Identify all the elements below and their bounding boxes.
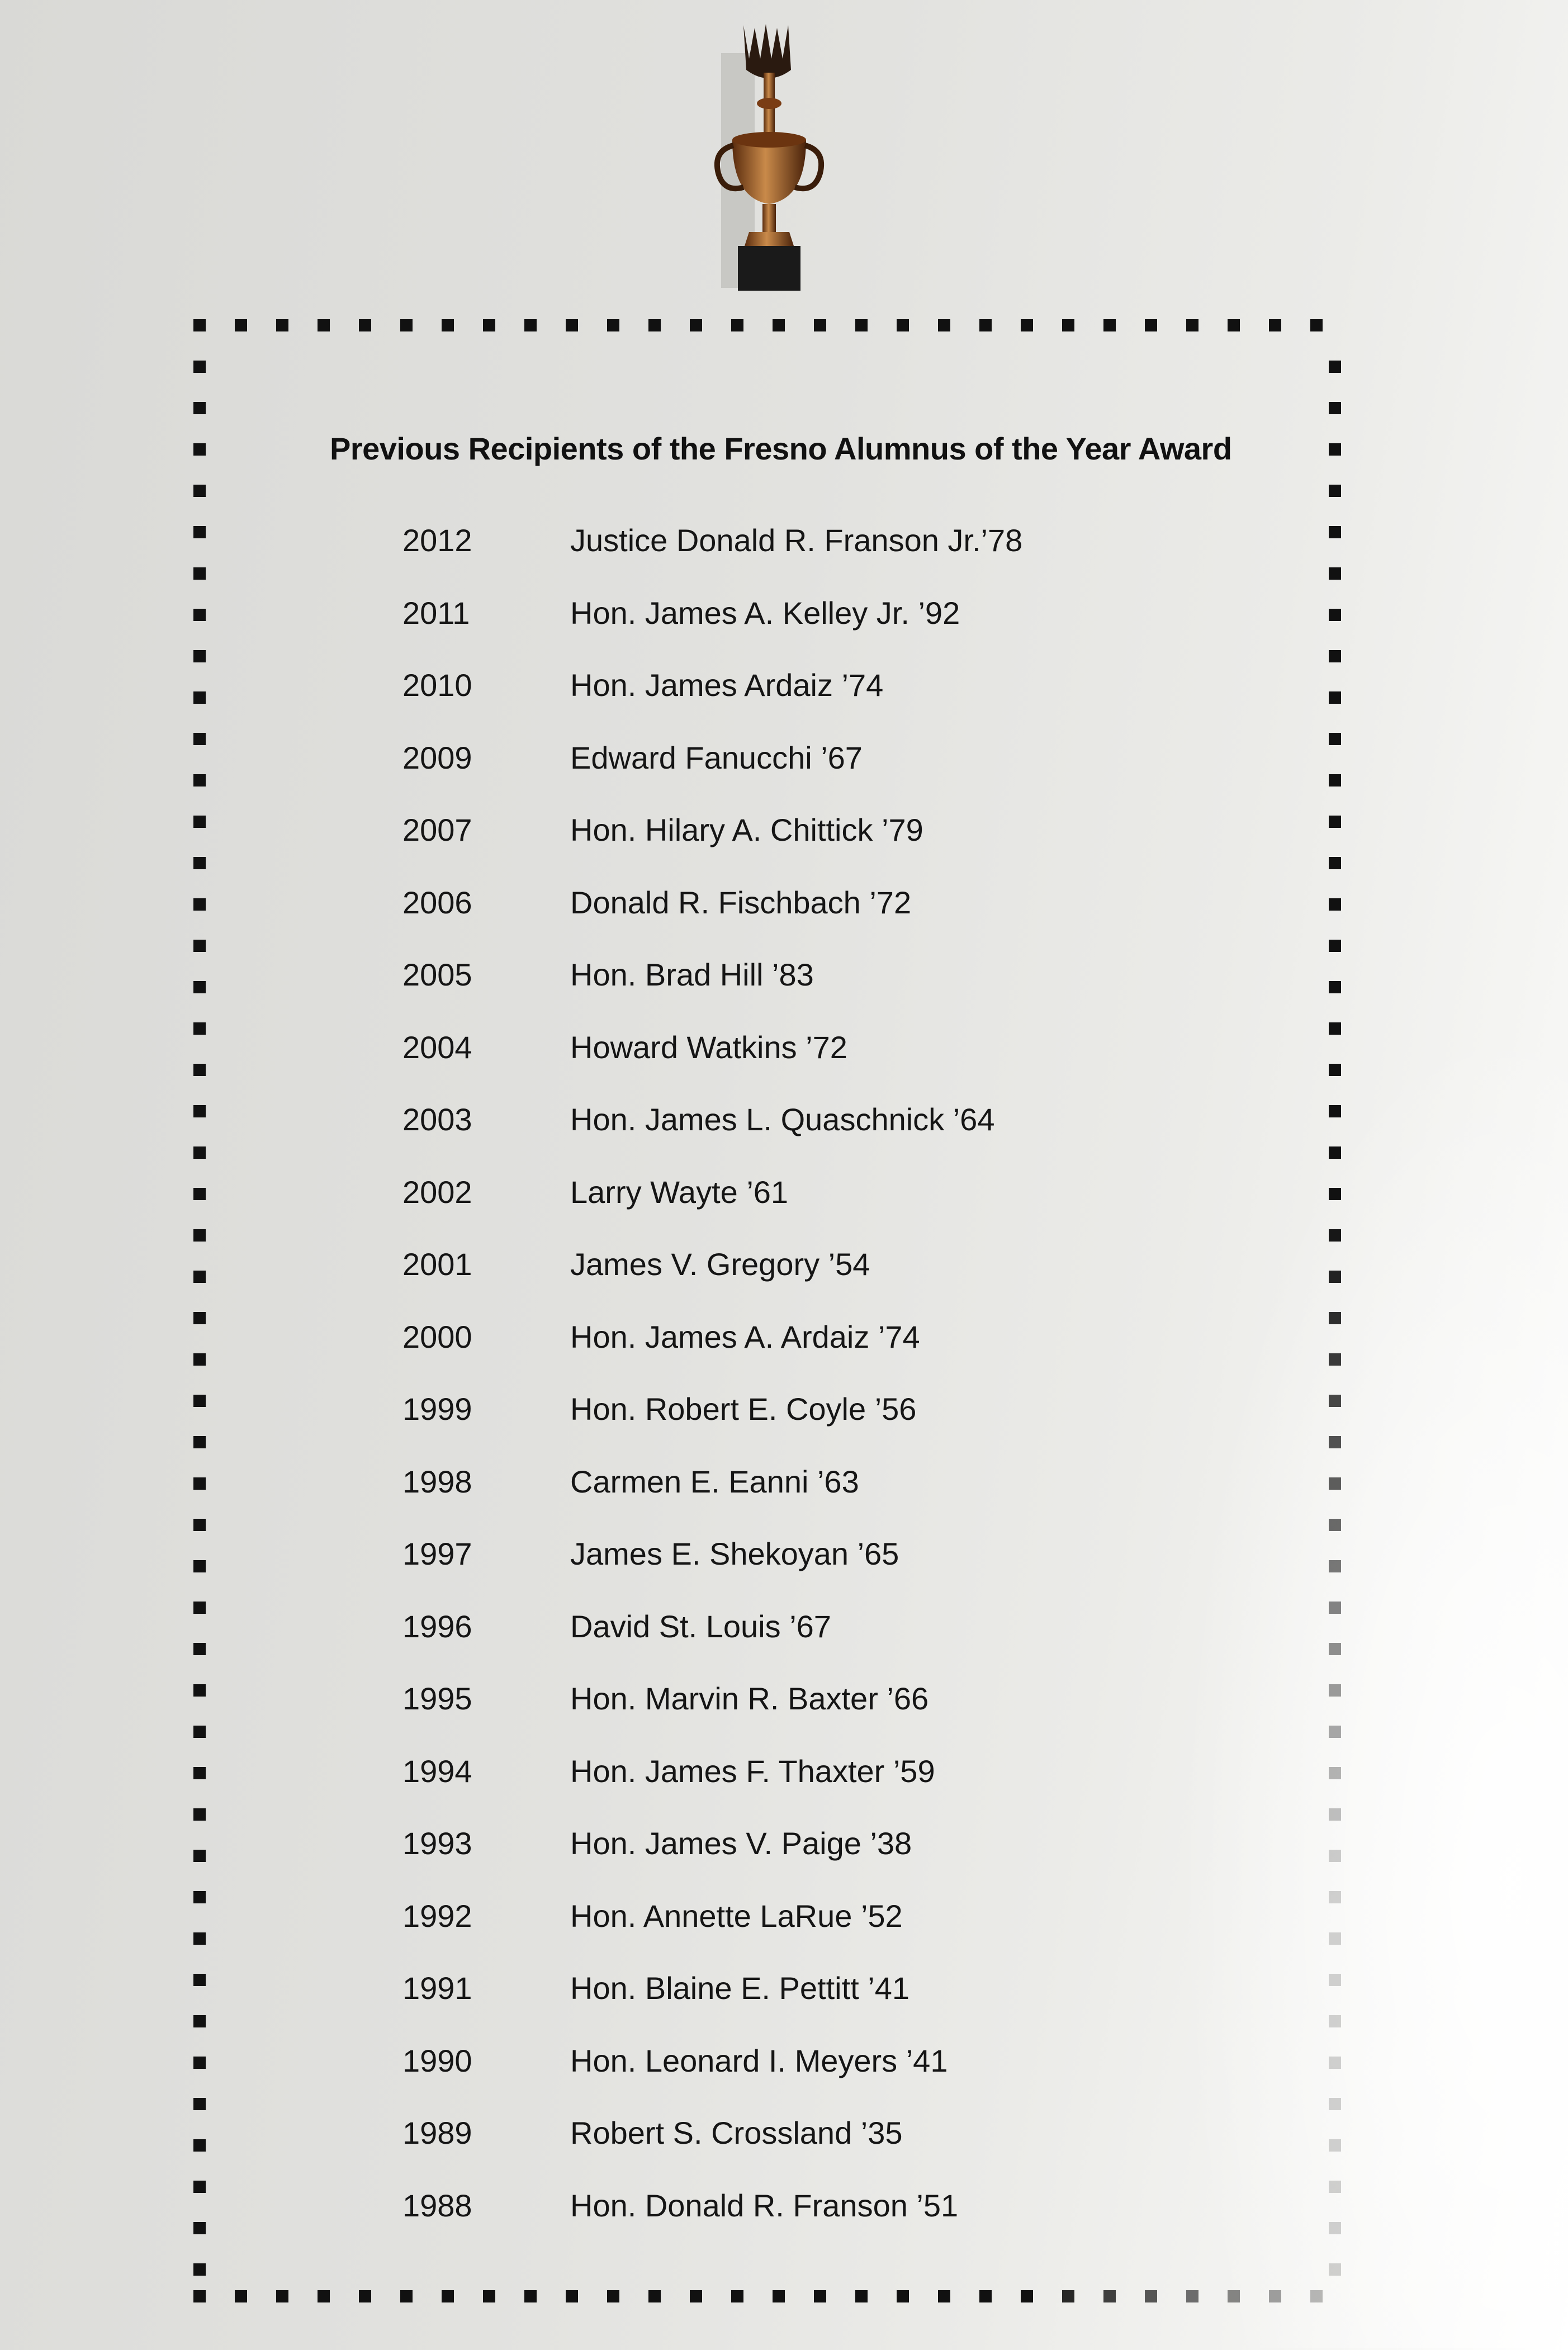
border-dot xyxy=(193,981,206,993)
border-dot xyxy=(1329,1312,1341,1324)
border-dot xyxy=(1329,981,1341,993)
border-dot xyxy=(1310,2290,1323,2302)
border-dot xyxy=(193,2139,206,2152)
recipient-year: 1994 xyxy=(402,1753,472,1789)
border-dot xyxy=(193,1850,206,1862)
list-item xyxy=(402,1662,1241,1735)
border-dot xyxy=(1329,1477,1341,1490)
border-dot xyxy=(1310,319,1323,331)
recipient-name: Hon. Blaine E. Pettitt ’41 xyxy=(570,1970,910,2006)
recipient-year: 2009 xyxy=(402,740,472,775)
border-dot xyxy=(276,2290,288,2302)
border-dot xyxy=(1329,361,1341,373)
border-dot xyxy=(979,2290,992,2302)
recipient-year: 1999 xyxy=(402,1391,472,1427)
border-dot xyxy=(1021,2290,1033,2302)
recipient-name: Hon. Marvin R. Baxter ’66 xyxy=(570,1681,929,1717)
list-item xyxy=(402,504,1241,577)
border-dot xyxy=(1329,1229,1341,1242)
recipient-year: 2005 xyxy=(402,957,472,993)
border-dot xyxy=(193,650,206,662)
recipient-name: Hon. Hilary A. Chittick ’79 xyxy=(570,812,923,848)
document-title: Previous Recipients of the Fresno Alumnus of the Year Award xyxy=(330,431,1232,466)
border-dot xyxy=(193,898,206,911)
border-dot xyxy=(1329,1643,1341,1655)
border-dot xyxy=(607,2290,619,2302)
border-dot xyxy=(979,319,992,331)
border-dot xyxy=(1329,2098,1341,2110)
border-dot xyxy=(731,2290,743,2302)
border-dot xyxy=(193,940,206,952)
recipient-year: 2004 xyxy=(402,1029,472,1065)
border-dot xyxy=(1269,319,1281,331)
border-dot xyxy=(1329,402,1341,414)
recipient-year: 1996 xyxy=(402,1608,472,1644)
border-dot xyxy=(1329,1684,1341,1697)
recipient-name: Howard Watkins ’72 xyxy=(570,1029,847,1065)
border-dot xyxy=(193,1891,206,1903)
border-dot xyxy=(1329,1146,1341,1159)
border-dot xyxy=(1228,319,1240,331)
border-dot xyxy=(193,1146,206,1159)
recipient-year: 2002 xyxy=(402,1174,472,1210)
border-dot xyxy=(1329,2263,1341,2276)
list-item xyxy=(402,2025,1241,2097)
border-dot xyxy=(938,2290,950,2302)
list-item xyxy=(402,1446,1241,1518)
border-dot xyxy=(1329,1064,1341,1076)
border-dot xyxy=(193,1312,206,1324)
recipient-year: 1989 xyxy=(402,2115,472,2151)
border-dot xyxy=(193,1684,206,1697)
border-dot xyxy=(359,2290,371,2302)
border-dot xyxy=(1329,691,1341,704)
list-item xyxy=(402,939,1241,1011)
recipient-name: Hon. James F. Thaxter ’59 xyxy=(570,1753,935,1789)
border-dot xyxy=(193,2057,206,2069)
border-dot xyxy=(1329,1105,1341,1117)
recipient-list xyxy=(402,504,1241,2242)
border-dot xyxy=(1329,609,1341,621)
list-item xyxy=(402,1735,1241,1808)
border-dot xyxy=(855,319,868,331)
trophy-icon xyxy=(710,20,827,293)
recipient-name: Justice Donald R. Franson Jr.’78 xyxy=(570,523,1023,558)
border-dot xyxy=(1329,1271,1341,1283)
recipient-name: Hon. James A. Ardaiz ’74 xyxy=(570,1319,920,1354)
border-dot xyxy=(1329,2015,1341,2027)
border-dot xyxy=(1329,1395,1341,1407)
recipient-name: Carmen E. Eanni ’63 xyxy=(570,1463,859,1499)
recipient-name: Hon. Donald R. Franson ’51 xyxy=(570,2187,959,2223)
recipient-year: 1997 xyxy=(402,1536,472,1572)
border-dot xyxy=(1329,1519,1341,1531)
recipient-name: Hon. James Ardaiz ’74 xyxy=(570,667,884,703)
list-item xyxy=(402,649,1241,722)
border-dot xyxy=(1186,319,1198,331)
border-dot xyxy=(1329,567,1341,580)
recipient-year: 2003 xyxy=(402,1102,472,1138)
list-item xyxy=(402,794,1241,866)
border-dot xyxy=(483,319,495,331)
border-dot xyxy=(193,1974,206,1986)
list-item xyxy=(402,1518,1241,1590)
border-dot xyxy=(483,2290,495,2302)
recipient-name: James V. Gregory ’54 xyxy=(570,1247,870,1282)
border-dot xyxy=(1329,1560,1341,1572)
border-dot xyxy=(193,609,206,621)
border-dot xyxy=(193,319,206,331)
list-item xyxy=(402,1373,1241,1446)
border-dot xyxy=(1145,319,1157,331)
recipient-year: 1993 xyxy=(402,1826,472,1861)
list-item xyxy=(402,2169,1241,2242)
border-dot xyxy=(524,319,537,331)
list-item xyxy=(402,1301,1241,1373)
border-dot xyxy=(1103,319,1116,331)
border-dot xyxy=(1329,1726,1341,1738)
border-dot xyxy=(193,1395,206,1407)
award-list-panel xyxy=(190,316,1344,2306)
border-dot xyxy=(1329,1850,1341,1862)
recipient-name: David St. Louis ’67 xyxy=(570,1608,831,1644)
border-dot xyxy=(193,1105,206,1117)
border-dot xyxy=(400,319,413,331)
border-dot xyxy=(193,2181,206,2193)
recipient-year: 2010 xyxy=(402,667,472,703)
border-dot xyxy=(566,319,578,331)
border-dot xyxy=(193,1519,206,1531)
border-dot xyxy=(1103,2290,1116,2302)
recipient-year: 1998 xyxy=(402,1463,472,1499)
border-dot xyxy=(1329,1022,1341,1035)
border-dot xyxy=(1329,1188,1341,1200)
border-dot xyxy=(1329,2139,1341,2152)
border-dot xyxy=(193,1726,206,1738)
list-item xyxy=(402,1083,1241,1156)
recipient-year: 1988 xyxy=(402,2187,472,2223)
border-dot xyxy=(1329,1602,1341,1614)
border-dot xyxy=(814,319,826,331)
border-dot xyxy=(400,2290,413,2302)
border-dot xyxy=(193,361,206,373)
border-dot xyxy=(731,319,743,331)
recipient-year: 2000 xyxy=(402,1319,472,1354)
recipient-name: Robert S. Crossland ’35 xyxy=(570,2115,903,2151)
border-dot xyxy=(1062,319,1074,331)
border-dot xyxy=(193,1271,206,1283)
border-dot xyxy=(1329,857,1341,869)
recipient-name: Larry Wayte ’61 xyxy=(570,1174,789,1210)
border-dot xyxy=(897,2290,909,2302)
border-dot xyxy=(1062,2290,1074,2302)
border-dot xyxy=(938,319,950,331)
border-dot xyxy=(193,402,206,414)
border-dot xyxy=(897,319,909,331)
border-dot xyxy=(1186,2290,1198,2302)
border-dot xyxy=(1329,774,1341,787)
list-item xyxy=(402,722,1241,794)
list-item xyxy=(402,1590,1241,1663)
border-dot xyxy=(1329,2181,1341,2193)
recipient-year: 2011 xyxy=(402,595,470,631)
recipient-name: Hon. James A. Kelley Jr. ’92 xyxy=(570,595,960,631)
border-dot xyxy=(193,1932,206,1945)
border-dot xyxy=(193,1436,206,1448)
recipient-year: 1990 xyxy=(402,2043,472,2078)
border-dot xyxy=(193,1602,206,1614)
border-dot xyxy=(1329,1808,1341,1821)
recipient-year: 2012 xyxy=(402,523,472,558)
recipient-name: Donald R. Fischbach ’72 xyxy=(570,884,912,920)
list-item xyxy=(402,1880,1241,1953)
border-dot xyxy=(855,2290,868,2302)
recipient-name: Hon. Leonard I. Meyers ’41 xyxy=(570,2043,948,2078)
border-dot xyxy=(193,443,206,456)
recipient-name: Hon. James L. Quaschnick ’64 xyxy=(570,1102,995,1138)
border-dot xyxy=(193,816,206,828)
border-dot xyxy=(1329,650,1341,662)
border-dot xyxy=(318,2290,330,2302)
list-item xyxy=(402,866,1241,939)
border-dot xyxy=(193,1022,206,1035)
border-dot xyxy=(1228,2290,1240,2302)
border-dot xyxy=(193,2222,206,2234)
border-dot xyxy=(1329,2057,1341,2069)
recipient-name: Hon. Annette LaRue ’52 xyxy=(570,1898,903,1934)
border-dot xyxy=(648,2290,661,2302)
border-dot xyxy=(193,733,206,745)
border-dot xyxy=(1329,1932,1341,1945)
border-dot xyxy=(193,2098,206,2110)
border-dot xyxy=(193,1229,206,1242)
recipient-year: 1995 xyxy=(402,1681,472,1717)
recipient-name: Hon. Brad Hill ’83 xyxy=(570,957,814,993)
border-dot xyxy=(235,319,247,331)
border-dot xyxy=(193,774,206,787)
border-dot xyxy=(359,319,371,331)
border-dot xyxy=(318,319,330,331)
list-item xyxy=(402,1011,1241,1084)
border-dot xyxy=(814,2290,826,2302)
border-dot xyxy=(1329,1974,1341,1986)
list-item xyxy=(402,577,1241,650)
border-dot xyxy=(648,319,661,331)
border-dot xyxy=(1329,443,1341,456)
border-dot xyxy=(193,2290,206,2302)
border-dot xyxy=(193,1560,206,1572)
border-dot xyxy=(193,567,206,580)
recipient-name: James E. Shekoyan ’65 xyxy=(570,1536,899,1572)
border-dot xyxy=(193,1643,206,1655)
border-dot xyxy=(773,319,785,331)
border-dot xyxy=(1021,319,1033,331)
border-dot xyxy=(235,2290,247,2302)
border-dot xyxy=(193,1188,206,1200)
list-item xyxy=(402,2097,1241,2169)
recipient-year: 2001 xyxy=(402,1247,472,1282)
border-dot xyxy=(1329,2222,1341,2234)
border-dot xyxy=(1329,485,1341,497)
border-dot xyxy=(524,2290,537,2302)
border-dot xyxy=(1329,816,1341,828)
border-dot xyxy=(193,1353,206,1366)
list-item xyxy=(402,1807,1241,1880)
border-dot xyxy=(690,2290,702,2302)
border-dot xyxy=(193,691,206,704)
border-dot xyxy=(276,319,288,331)
border-dot xyxy=(1329,733,1341,745)
border-dot xyxy=(193,2015,206,2027)
border-dot xyxy=(607,319,619,331)
recipient-year: 2007 xyxy=(402,812,472,848)
recipient-year: 1992 xyxy=(402,1898,472,1934)
recipient-year: 1991 xyxy=(402,1970,472,2006)
border-dot xyxy=(773,2290,785,2302)
border-dot xyxy=(566,2290,578,2302)
recipient-name: Hon. Robert E. Coyle ’56 xyxy=(570,1391,917,1427)
recipient-name: Edward Fanucchi ’67 xyxy=(570,740,863,775)
list-item xyxy=(402,1228,1241,1301)
border-dot xyxy=(1329,1436,1341,1448)
border-dot xyxy=(1329,1353,1341,1366)
border-dot xyxy=(1269,2290,1281,2302)
border-dot xyxy=(1329,1891,1341,1903)
border-dot xyxy=(690,319,702,331)
border-dot xyxy=(193,1064,206,1076)
border-dot xyxy=(193,857,206,869)
border-dot xyxy=(1329,940,1341,952)
border-dot xyxy=(193,485,206,497)
recipient-name: Hon. James V. Paige ’38 xyxy=(570,1826,912,1861)
border-dot xyxy=(1329,526,1341,538)
border-dot xyxy=(193,1767,206,1779)
list-item xyxy=(402,1952,1241,2025)
border-dot xyxy=(1329,1767,1341,1779)
border-dot xyxy=(193,1808,206,1821)
list-item xyxy=(402,1156,1241,1229)
border-dot xyxy=(1145,2290,1157,2302)
recipient-year: 2006 xyxy=(402,884,472,920)
border-dot xyxy=(1329,898,1341,911)
border-dot xyxy=(193,2263,206,2276)
border-dot xyxy=(442,2290,454,2302)
border-dot xyxy=(193,526,206,538)
border-dot xyxy=(442,319,454,331)
border-dot xyxy=(193,1477,206,1490)
